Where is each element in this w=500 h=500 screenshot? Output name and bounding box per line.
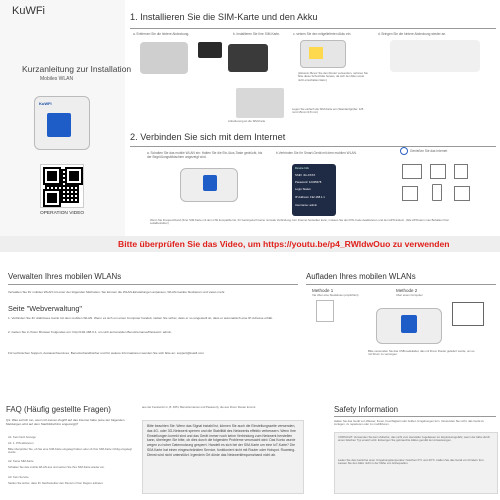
phone-icon: [432, 184, 442, 201]
sim-requirement-image: [236, 88, 284, 118]
step2-b: b.Verbinden Sie Ihr Smart-Gerät mit dem mobilen WLAN.: [276, 151, 357, 155]
charging-device-image: [376, 308, 442, 344]
screen-line: SSID: 4G-XXXX: [295, 173, 316, 177]
operation-video-label: OPERATION VIDEO: [40, 211, 85, 216]
computer-icon: [452, 302, 484, 326]
faq-title: FAQ (Häufig gestellte Fragen): [6, 405, 111, 414]
faq-item: A3: Kein Service: [8, 475, 29, 479]
step1-b: b. Installieren Sie Ihre SIM-Karte.: [233, 32, 280, 36]
qr-finder-tl: [45, 169, 59, 183]
screen-line: Device Info: [295, 166, 309, 170]
wall-plug-icon: [316, 300, 334, 322]
protective-film: [309, 47, 323, 59]
tablet-icon: [430, 164, 446, 179]
safety-title: Safety Information: [334, 405, 399, 414]
step2-title: 2. Verbinden Sie sich mit dem Internet: [130, 132, 286, 142]
method1-label: Methode 1: [312, 288, 334, 293]
qr-code[interactable]: [40, 164, 84, 208]
device-screen: [47, 113, 71, 137]
faq-item: Schalten Sie das mobile WLAN aus und setzen Sie Ihre SIM-Karte wieder ein.: [8, 465, 105, 469]
divider: [8, 284, 298, 285]
back-cover-image: [140, 42, 188, 74]
devices-icon-grid: [398, 162, 478, 206]
brand-logo: KuWFi: [12, 5, 45, 17]
manage-step1: 1. Verbinden Sie Ihr drahtloses Gerät mit dem mobilen WLAN. Wenn es sich um einen Computer handelt, stellen Sie sicher, dass er so eingestellt ist, dass er automatisch eine IP-Adresse erhält.: [8, 316, 273, 320]
step2-c: Genießen Sie das Internet: [410, 149, 448, 153]
method2-label: Methode 2: [396, 288, 418, 293]
divider: [130, 28, 496, 29]
faq-q1: Q1: Was soll ich tun, wenn ich keinen Zugriff auf das Internet habe (eine der folgenden Meldungen wird auf dem Startbildschirm angezeigt)?: [6, 418, 125, 427]
safety-p3: Laden Sie das Gerät bei einer Umgebungstemperatur zwischen 0°C und 40°C. Halten Sie das Gerät von Kindern fern. Lassen Sie den Akku nicht in der Nähe von Hitzequellen.: [338, 458, 485, 466]
phone-screen: [292, 164, 336, 216]
safety-warning-box: [334, 432, 498, 494]
qr-finder-tr: [67, 169, 81, 183]
faq-note-text: Bitte beachten Sie: Wenn das Signal instabil ist, können Sie auch die Einstellungsseite verwenden, das 4G- oder 3G-Netzwerk sperren und die Stabilität des Netzwerks effektiv verbessern. Wenn Ihre Einstellungen korrekt sind und das Gerät immer noch keine Verbindung zum Netzwerk herstellen kann, überlegen Sie bitte, ob dies durch die folgenden Probleme verursacht wird: Das Konto wurde wegen zu hoher Datennutzung gesperrt. Handelt es sich bei der SIM-Karte um eine IoT-Karte? Die SIM-Karte hat einen eingeschränkten Service, funktioniert nicht mit Router oder Hotspot. Roaming-Dienst wird nicht unterstützt. Irgendein Ort dürde das Netzwerkfrequenzband nicht ab.: [147, 424, 296, 457]
step1-note-sim: Anforderung an die SIM-Karte: [228, 119, 266, 123]
device-closed-image: [390, 40, 480, 72]
screen-line: Login Status:: [295, 187, 312, 191]
method2-sub: Uber einen Computer: [396, 293, 423, 297]
faq-item: A1: Kein Netz Anzeige: [8, 435, 36, 439]
battery-image: [228, 44, 268, 72]
quick-start-title: Kurzanleitung zur Installation: [22, 64, 132, 74]
faq-item: Bitte überprüfen Sie, ob Sie eine SIM-Karte eingelegt haben oder ob Ihre SIM-Karte richtig eingelegt wurde.: [8, 447, 132, 455]
faq-note-box: [142, 420, 304, 494]
step1-note-size: Legen Sie einfach die SIM-Karte ein (Standardgröße: 125 mm×15mm×0.8 mm): [292, 107, 364, 115]
faq-item: A1: 1. PIN aktivieren: [8, 441, 34, 445]
divider: [306, 284, 496, 285]
device-screen: [203, 175, 217, 191]
device-on-image: [180, 168, 238, 202]
sim-card-image: [198, 42, 222, 58]
manage-step2: 2. Geben Sie in Ihrem Browser Folgendes ein: http://192.168.0.1, um sich anzumelden Benutzername/Passwort: admin,: [8, 330, 173, 334]
faq-item: Stellen Sie sicher, dass Ihr Netzbetreiber den Dienst in Ihrer Region anbietet.: [8, 481, 104, 485]
device-screen: [401, 315, 417, 333]
step2-a: a. Schalten Sie das mobile WLAN ein: Halten Sie die Ein-/Aus-Taste gedrückt, bis der Begrüßungsbildschirm angezeigt wird.: [147, 151, 263, 159]
step1-a: a. Entfernen Sie die hintere Abdeckung.: [133, 32, 190, 36]
router-device-image: [34, 96, 90, 150]
manage-subtitle: Seite "Webverwaltung": [8, 304, 82, 313]
step1-title: 1. Installieren Sie die SIM-Karte und den Akku: [130, 12, 318, 22]
screen-line: Password: 12345678: [295, 180, 322, 184]
monitor-icon: [402, 186, 418, 201]
globe-icon: [400, 147, 408, 155]
manage-title: Verwalten Ihres mobilen WLANs: [8, 272, 122, 281]
device-open-image: [300, 40, 346, 68]
divider: [334, 416, 496, 417]
manage-intro: Verwalten Sie Ihr mobiles WLAN mit einer der folgenden Methoden. Sie können die WLAN-Einstellungen anpassen, WLAN-Geräte blockieren und vieles mehr.: [8, 290, 226, 294]
safety-p2: VORSICHT: Verwenden Sie kein Zubehör, das nicht vom Hersteller zugelassen ist. Explosionsgefahr, wenn der Akku durch einen falschen Typ ersetzt wird. Entsorgen Sie gebrauchte Akkus gemäß den Anweisungen.: [338, 435, 491, 443]
screen-line: IP Address: 192.168.1.1: [295, 195, 325, 199]
charge-title: Aufladen Ihres mobilen WLANs: [306, 272, 416, 281]
step1-c: c. setzen Sie den mitgelieferten Akku ein.: [293, 32, 352, 36]
faq-item: A2: Keine SIM-Karte: [8, 459, 34, 463]
quick-start-subtitle: Mobiles WLAN: [40, 76, 74, 82]
tv-icon: [454, 164, 468, 179]
step1-d: d. Bringen Sie die hintere Abdeckung wieder an.: [378, 32, 447, 36]
divider: [130, 146, 496, 147]
safety-p1: Halten Sie das Gerät von Wasser, Feuer, Feuchtigkeit oder heißen Umgebungen fern. Verwenden Sie nicht, das Gerät zu zerlegen, zu reparieren oder zu modifizieren.: [334, 419, 485, 427]
device-brand-label: KuWFi: [39, 101, 52, 106]
camera-icon: [454, 186, 470, 201]
video-link-text[interactable]: Bitte überprüfen Sie das Video, um https://youtu.be/p4_RWIdwOuo zu verwenden: [118, 239, 450, 249]
manage-support: Für technischen Support, Austauschservices, Benutzerhandbücher und für weitere Informationen wenden Sie sich bitte an: support@kuwfi.com: [8, 351, 204, 355]
step2-note: Wenn Sie Frequenzband (Ihrer SIM-Karte mit dem LTE kompatibel ist, Ihr Gerät jedoch keine normale Verbindung zum Internet herstellen kann, müssen Sie den PIN-Code deaktivieren und den APN ändern. (Alle APN kann man Behalten Ihrer Lokalbetreiber): [150, 218, 450, 226]
qr-finder-bl: [45, 191, 59, 205]
method1-sub: Via Uber eine Steckdose (empfohlen): [312, 293, 359, 297]
step1-note-film: (Hinweis: Bevor Sie den Router verwenden, nehmen Sie bitte diese Schutzfolie heraus, da sich der Akku sonst nicht einschalten lässt.): [298, 71, 368, 82]
faq-mid-note: aus der Fenstertür in, B. KPN, Benutzernamen und Passwort), die aus Ihrem Router kommt.: [142, 405, 257, 409]
charge-note: Bitte verwenden Sie das USB-Ladekabel, das mit Ihrem Router geliefert wurde, um es mit Strom zu versorgen.: [368, 349, 475, 357]
screen-line: Username: admin: [295, 203, 318, 207]
laptop-icon: [402, 164, 422, 179]
